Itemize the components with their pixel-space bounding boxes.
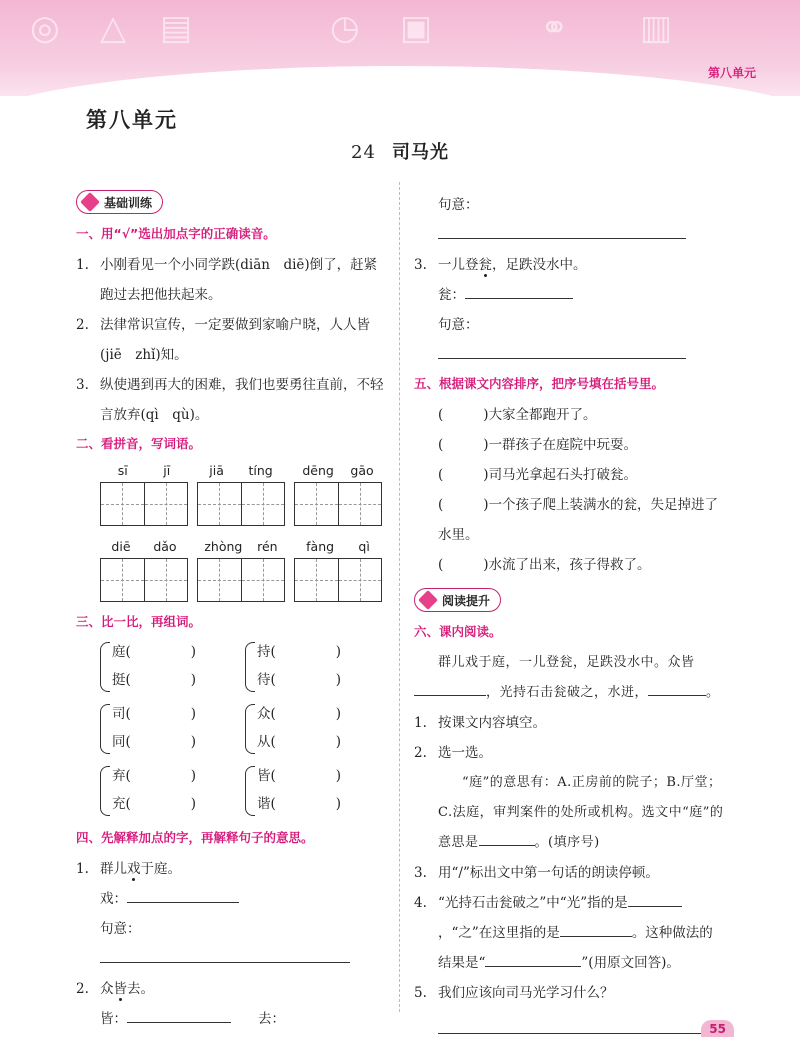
open-book-icon: ▥ (640, 8, 673, 48)
q5-title: 五、根据课文内容排序，把序号填在括号里。 (414, 376, 665, 391)
page-number: 55 (701, 1020, 734, 1037)
compass-icon: △ (100, 8, 127, 48)
diamond-icon (80, 192, 100, 212)
writing-boxes[interactable] (100, 558, 188, 602)
book-icon: ▤ (160, 8, 193, 48)
globe-icon: ◎ (30, 8, 60, 48)
writing-boxes[interactable] (294, 558, 382, 602)
q4-item: 3. 一儿登瓮，足跌没水中。 (414, 257, 587, 273)
pinyin-word: sī jī (100, 460, 188, 526)
glasses-icon: ⚭ (540, 8, 569, 48)
answer-blank[interactable] (414, 680, 486, 696)
writing-boxes[interactable] (197, 482, 285, 526)
answer-line[interactable] (438, 1008, 726, 1034)
answer-blank[interactable] (438, 223, 686, 239)
q4-title: 四、先解释加点的字，再解释句子的意思。 (76, 830, 314, 845)
char-pair: 持( ) 待( ) (245, 638, 390, 700)
order-item: ( )一个孩子爬上装满水的瓮，失足掉进了水里。 (438, 497, 719, 543)
unit-tag: 第八单元 (707, 66, 756, 80)
q4-item: 1. 群儿戏于庭。 (76, 861, 181, 877)
lesson-title (0, 138, 800, 164)
order-item: ( )水流了出来，孩子得救了。 (438, 557, 651, 573)
answer-blank[interactable] (560, 921, 632, 937)
char-pair: 皆( ) 谐( ) (245, 762, 390, 824)
q4-item: 2. 众皆去。 (76, 981, 154, 997)
q6-item: 1. 按课文内容填空。 (414, 715, 546, 731)
choice-text: “庭”的意思有：A.正房前的院子；B.厅堂；C.法庭，审判案件的处所或机构。选文中“庭”的意思是 。(填序号) (438, 775, 724, 850)
q6-item: 2. 选一选。 (414, 745, 492, 761)
pinyin-row (100, 536, 382, 602)
lesson-name: 司马光 (391, 142, 449, 163)
q6-item: 4. “光持石击瓮破之”中“光”指的是，“之”在这里指的是 。这种做法的结果是“ ”(用原文回答)。 (414, 888, 726, 978)
left-column (76, 190, 386, 1037)
answer-blank[interactable] (479, 830, 535, 846)
q1-item: 3. 纵使遇到再大的困难，我们也要勇往直前，不轻言放弃(qì qù)。 (76, 377, 384, 423)
q1-title: 一、用“√”选出加点字的正确读音。 (76, 226, 276, 241)
compare-grid (100, 638, 390, 824)
lesson-number: 24 (351, 142, 376, 163)
pinyin-word: jiā tíng (197, 460, 285, 526)
reading-passage: 群儿戏于庭，一儿登瓮，足跌没水中。众皆 ，光持石击瓮破之，水迸， 。 (414, 648, 726, 708)
alarm-clock-icon: ◷ (330, 8, 360, 48)
answer-blank[interactable] (438, 343, 686, 359)
unit-title: 第八单元 (86, 108, 178, 132)
right-column (414, 190, 726, 1037)
reading-badge: 阅读提升 (414, 588, 501, 612)
pinyin-word: fàng qì (294, 536, 382, 602)
answer-blank[interactable] (465, 283, 573, 299)
writing-boxes[interactable] (197, 558, 285, 602)
fill-row: 句意： (76, 914, 386, 974)
q3-title: 三、比一比，再组词。 (76, 614, 202, 629)
q2-title: 二、看拼音，写词语。 (76, 436, 202, 451)
fill-row: 句意： (414, 310, 726, 370)
writing-boxes[interactable] (294, 482, 382, 526)
char-pair: 庭( ) 挺( ) (100, 638, 245, 700)
order-item: ( )司马光拿起石头打破瓮。 (438, 467, 638, 483)
q6-title: 六、课内阅读。 (414, 624, 502, 639)
char-pair: 弃( ) 充( ) (100, 762, 245, 824)
order-item: ( )大家全都跑开了。 (438, 407, 597, 423)
q1-item: 2. 法律常识宣传，一定要做到家喻户晓，人人皆(jiē zhǐ)知。 (76, 317, 370, 363)
answer-blank[interactable] (648, 680, 706, 696)
fill-row: 戏： (76, 884, 386, 914)
q6-item: 3. 用“/”标出文中第一句话的朗读停顿。 (414, 865, 659, 881)
answer-blank[interactable] (100, 947, 350, 963)
answer-blank[interactable] (628, 891, 682, 907)
answer-blank[interactable] (127, 887, 239, 903)
answer-blank[interactable] (485, 951, 581, 967)
writing-boxes[interactable] (100, 482, 188, 526)
column-divider (399, 182, 400, 1012)
header-banner (0, 0, 800, 96)
fill-row: 句意： (414, 190, 726, 250)
pinyin-word: diē dǎo (100, 536, 188, 602)
order-item: ( )一群孩子在庭院中玩耍。 (438, 437, 638, 453)
answer-blank[interactable] (127, 1007, 231, 1023)
backpack-icon: ▣ (400, 8, 433, 48)
fill-row: 瓮： (414, 280, 726, 310)
char-pair: 司( ) 同( ) (100, 700, 245, 762)
q6-item: 5. 我们应该向司马光学习什么？ (414, 985, 614, 1001)
diamond-icon (418, 590, 438, 610)
char-pair: 众( ) 从( ) (245, 700, 390, 762)
q1-item: 1. 小刚看见一个小同学跌(diān diē)倒了，赶紧跑过去把他扶起来。 (76, 257, 378, 303)
pinyin-word: dēng gāo (294, 460, 382, 526)
basic-training-badge: 基础训练 (76, 190, 163, 214)
pinyin-row (100, 460, 382, 526)
pinyin-word: zhòng rén (197, 536, 285, 602)
fill-row: 皆： 去： (76, 1004, 386, 1037)
